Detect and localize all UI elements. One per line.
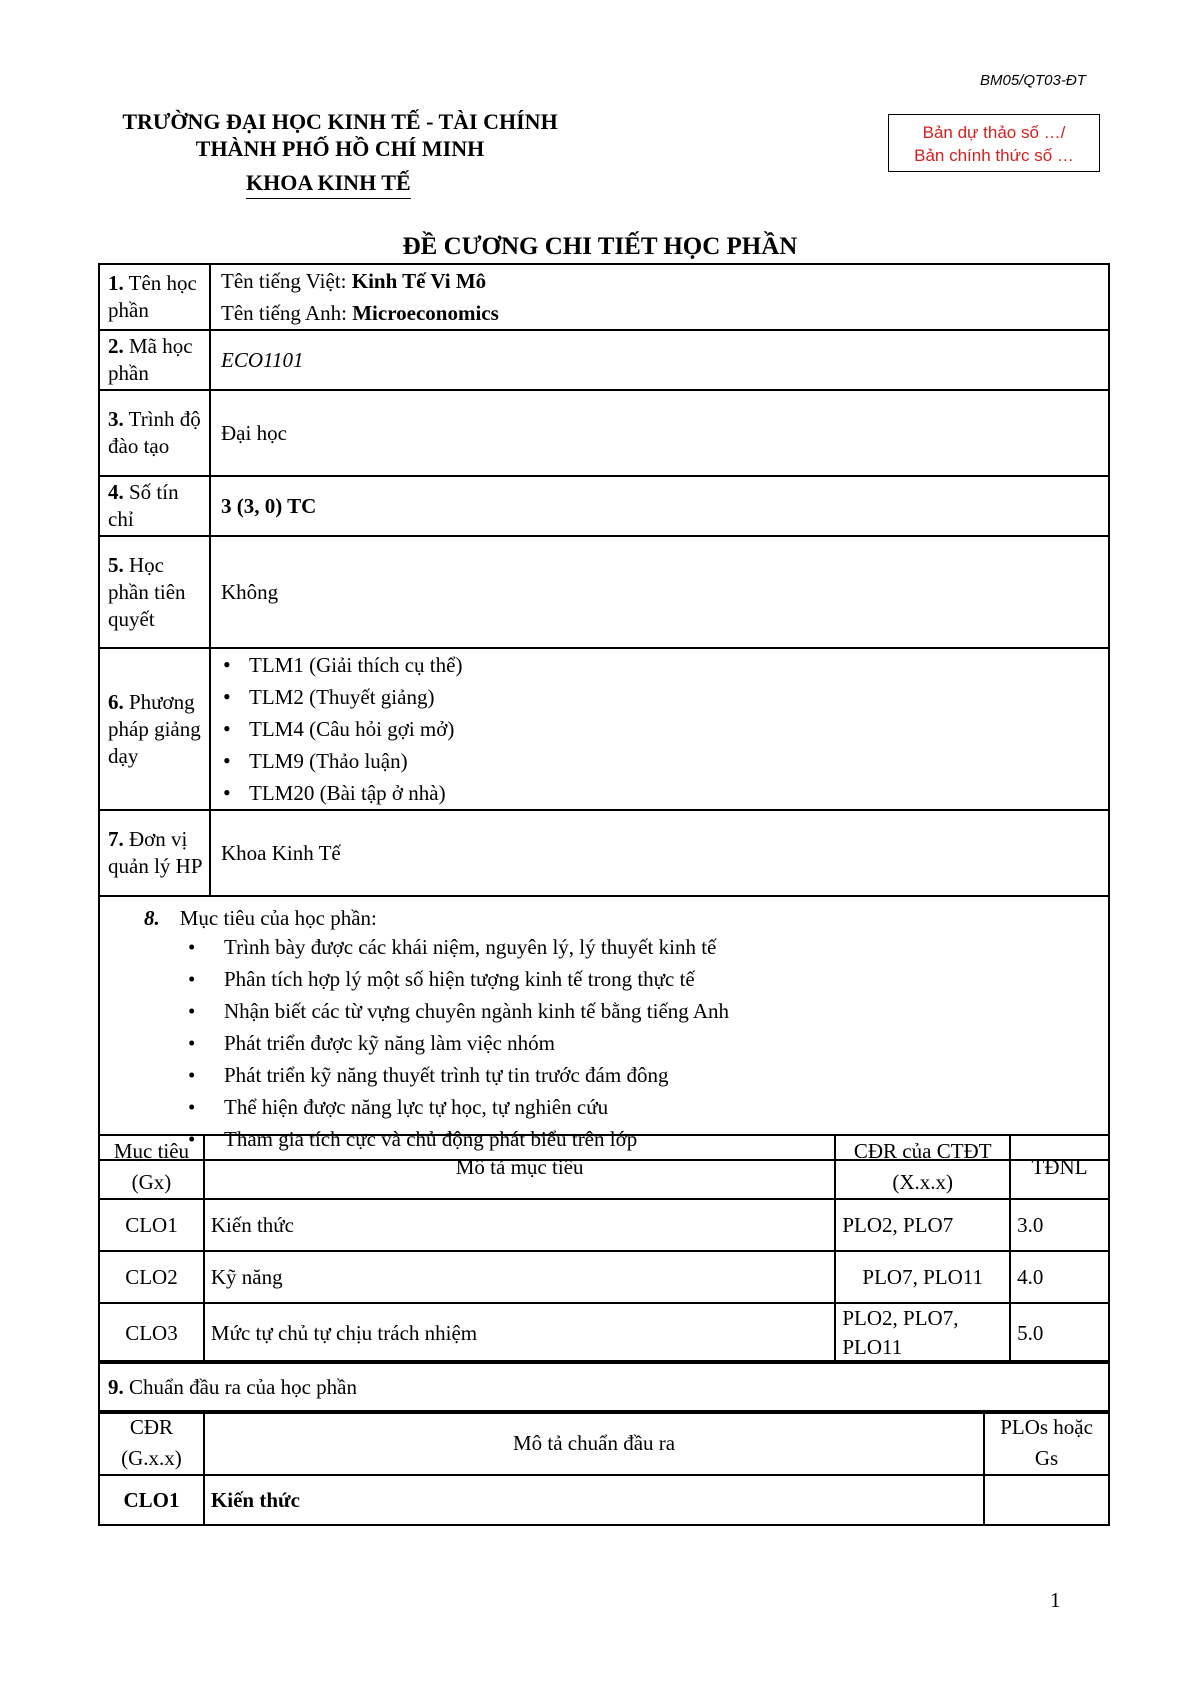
- page-number: 1: [1050, 1588, 1061, 1612]
- objectives-box: [99, 896, 1109, 1160]
- table-header-row: [99, 1411, 1109, 1475]
- label-level: 3. Trình độ đào tạo: [99, 390, 210, 476]
- list-item: • Phân tích hợp lý một số hiện tượng kinh tế trong thực tế: [224, 963, 1098, 995]
- cell-plo: PLO7, PLO11: [835, 1251, 1010, 1303]
- outcomes-heading-table: [98, 1360, 1110, 1414]
- value-credits: 3 (3, 0) TC: [210, 476, 1109, 536]
- university-line-1: TRƯỜNG ĐẠI HỌC KINH TẾ - TÀI CHÍNH: [122, 109, 558, 134]
- label-unit: 7. Đơn vị quản lý HP: [99, 810, 210, 896]
- table-header-row: [99, 1135, 1109, 1199]
- row-prerequisite: [99, 536, 1109, 648]
- list-item: • Trình bày được các khái niệm, nguyên lý, lý thuyết kinh tế: [224, 931, 1098, 963]
- outcomes-heading: 9. Chuẩn đầu ra của học phần: [99, 1361, 1109, 1413]
- row-credits: [99, 476, 1109, 536]
- university-name: [90, 108, 590, 162]
- cell-plo: PLO2, PLO7, PLO11: [835, 1303, 1010, 1363]
- objectives-list: [144, 931, 1098, 1155]
- label-credits: 4. Số tín chỉ: [99, 476, 210, 536]
- value-unit: Khoa Kinh Tế: [210, 810, 1109, 896]
- objectives-heading: Mục tiêu của học phần:: [179, 906, 377, 930]
- row-level: [99, 390, 1109, 476]
- col-header-id: CĐR (G.x.x): [99, 1411, 204, 1475]
- col-header-level: TĐNL: [1010, 1135, 1109, 1199]
- row-course-name: [99, 264, 1109, 330]
- document-title: ĐỀ CƯƠNG CHI TIẾT HỌC PHẦN: [402, 233, 798, 260]
- cell-level: 5.0: [1010, 1303, 1109, 1363]
- value-course-name: [210, 264, 1109, 330]
- list-item: • Nhận biết các từ vựng chuyên ngành kinh tế bằng tiếng Anh: [224, 995, 1098, 1027]
- col-header-plo: CĐR của CTĐT (X.x.x): [835, 1135, 1010, 1199]
- list-item: • TLM1 (Giải thích cụ thể): [249, 649, 1100, 681]
- label-course-name: 1. Tên học phần: [99, 264, 210, 330]
- en-prefix: Tên tiếng Anh:: [221, 301, 347, 325]
- cell-level: 4.0: [1010, 1251, 1109, 1303]
- table-row: [99, 1199, 1109, 1251]
- outcomes-table: [98, 1410, 1110, 1526]
- form-code: BM05/QT03-ĐT: [980, 72, 1086, 89]
- cell-id: CLO3: [99, 1303, 204, 1363]
- official-line: Bản chính thức số …: [914, 146, 1074, 165]
- table-row: [99, 1251, 1109, 1303]
- label-course-code: 2. Mã học phần: [99, 330, 210, 390]
- list-item: • Thể hiện được năng lực tự học, tự nghiên cứu: [224, 1091, 1098, 1123]
- cell-id: CLO1: [99, 1199, 204, 1251]
- methods-list: [221, 649, 1100, 809]
- vi-course-name: Kinh Tế Vi Mô: [351, 269, 487, 293]
- draft-status-box: [888, 114, 1100, 172]
- list-item: • TLM2 (Thuyết giảng): [249, 681, 1100, 713]
- vi-prefix: Tên tiếng Việt:: [221, 269, 347, 293]
- cell-id: CLO1: [99, 1475, 204, 1525]
- value-methods: [210, 648, 1109, 810]
- cell-level: 3.0: [1010, 1199, 1109, 1251]
- table-row: [99, 1475, 1109, 1525]
- cell-desc: Kiến thức: [204, 1199, 835, 1251]
- cell-plo: PLO2, PLO7: [835, 1199, 1010, 1251]
- course-info-table: [98, 263, 1110, 1161]
- row-course-code: [99, 330, 1109, 390]
- list-item: • TLM9 (Thảo luận): [249, 745, 1100, 777]
- draft-line: Bản dự thảo số …/: [922, 123, 1066, 142]
- col-header-desc: Mô tả mục tiêu: [204, 1135, 835, 1199]
- value-course-code: ECO1101: [210, 330, 1109, 390]
- objectives-num: 8.: [144, 906, 160, 930]
- cell-desc: Kỹ năng: [204, 1251, 835, 1303]
- value-prerequisite: Không: [210, 536, 1109, 648]
- university-line-2: THÀNH PHỐ HỒ CHÍ MINH: [195, 136, 485, 161]
- cell-desc: Kiến thức: [204, 1475, 984, 1525]
- cell-desc: Mức tự chủ tự chịu trách nhiệm: [204, 1303, 835, 1363]
- col-header-id: Mục tiêu (Gx): [99, 1135, 204, 1199]
- list-item: • Tham gia tích cực và chủ động phát biểu trên lớp: [224, 1123, 1098, 1155]
- col-header-plo: PLOs hoặc Gs: [984, 1411, 1109, 1475]
- table-row: [99, 1303, 1109, 1363]
- cell-id: CLO2: [99, 1251, 204, 1303]
- col-header-desc: Mô tả chuẩn đầu ra: [204, 1411, 984, 1475]
- value-level: Đại học: [210, 390, 1109, 476]
- list-item: • Phát triển được kỹ năng làm việc nhóm: [224, 1027, 1098, 1059]
- row-methods: [99, 648, 1109, 810]
- list-item: • TLM4 (Câu hỏi gợi mở): [249, 713, 1100, 745]
- row-outcomes-heading: [99, 1361, 1109, 1413]
- faculty-name: KHOA KINH TẾ: [246, 170, 411, 199]
- list-item: • Phát triển kỹ năng thuyết trình tự tin trước đám đông: [224, 1059, 1098, 1091]
- label-prerequisite: 5. Học phần tiên quyết: [99, 536, 210, 648]
- row-unit: [99, 810, 1109, 896]
- objectives-table: [98, 1134, 1110, 1364]
- en-course-name: Microeconomics: [352, 301, 499, 325]
- cell-plo: [984, 1475, 1109, 1525]
- label-methods: 6. Phương pháp giảng dạy: [99, 648, 210, 810]
- list-item: • TLM20 (Bài tập ở nhà): [249, 777, 1100, 809]
- row-objectives: [99, 896, 1109, 1160]
